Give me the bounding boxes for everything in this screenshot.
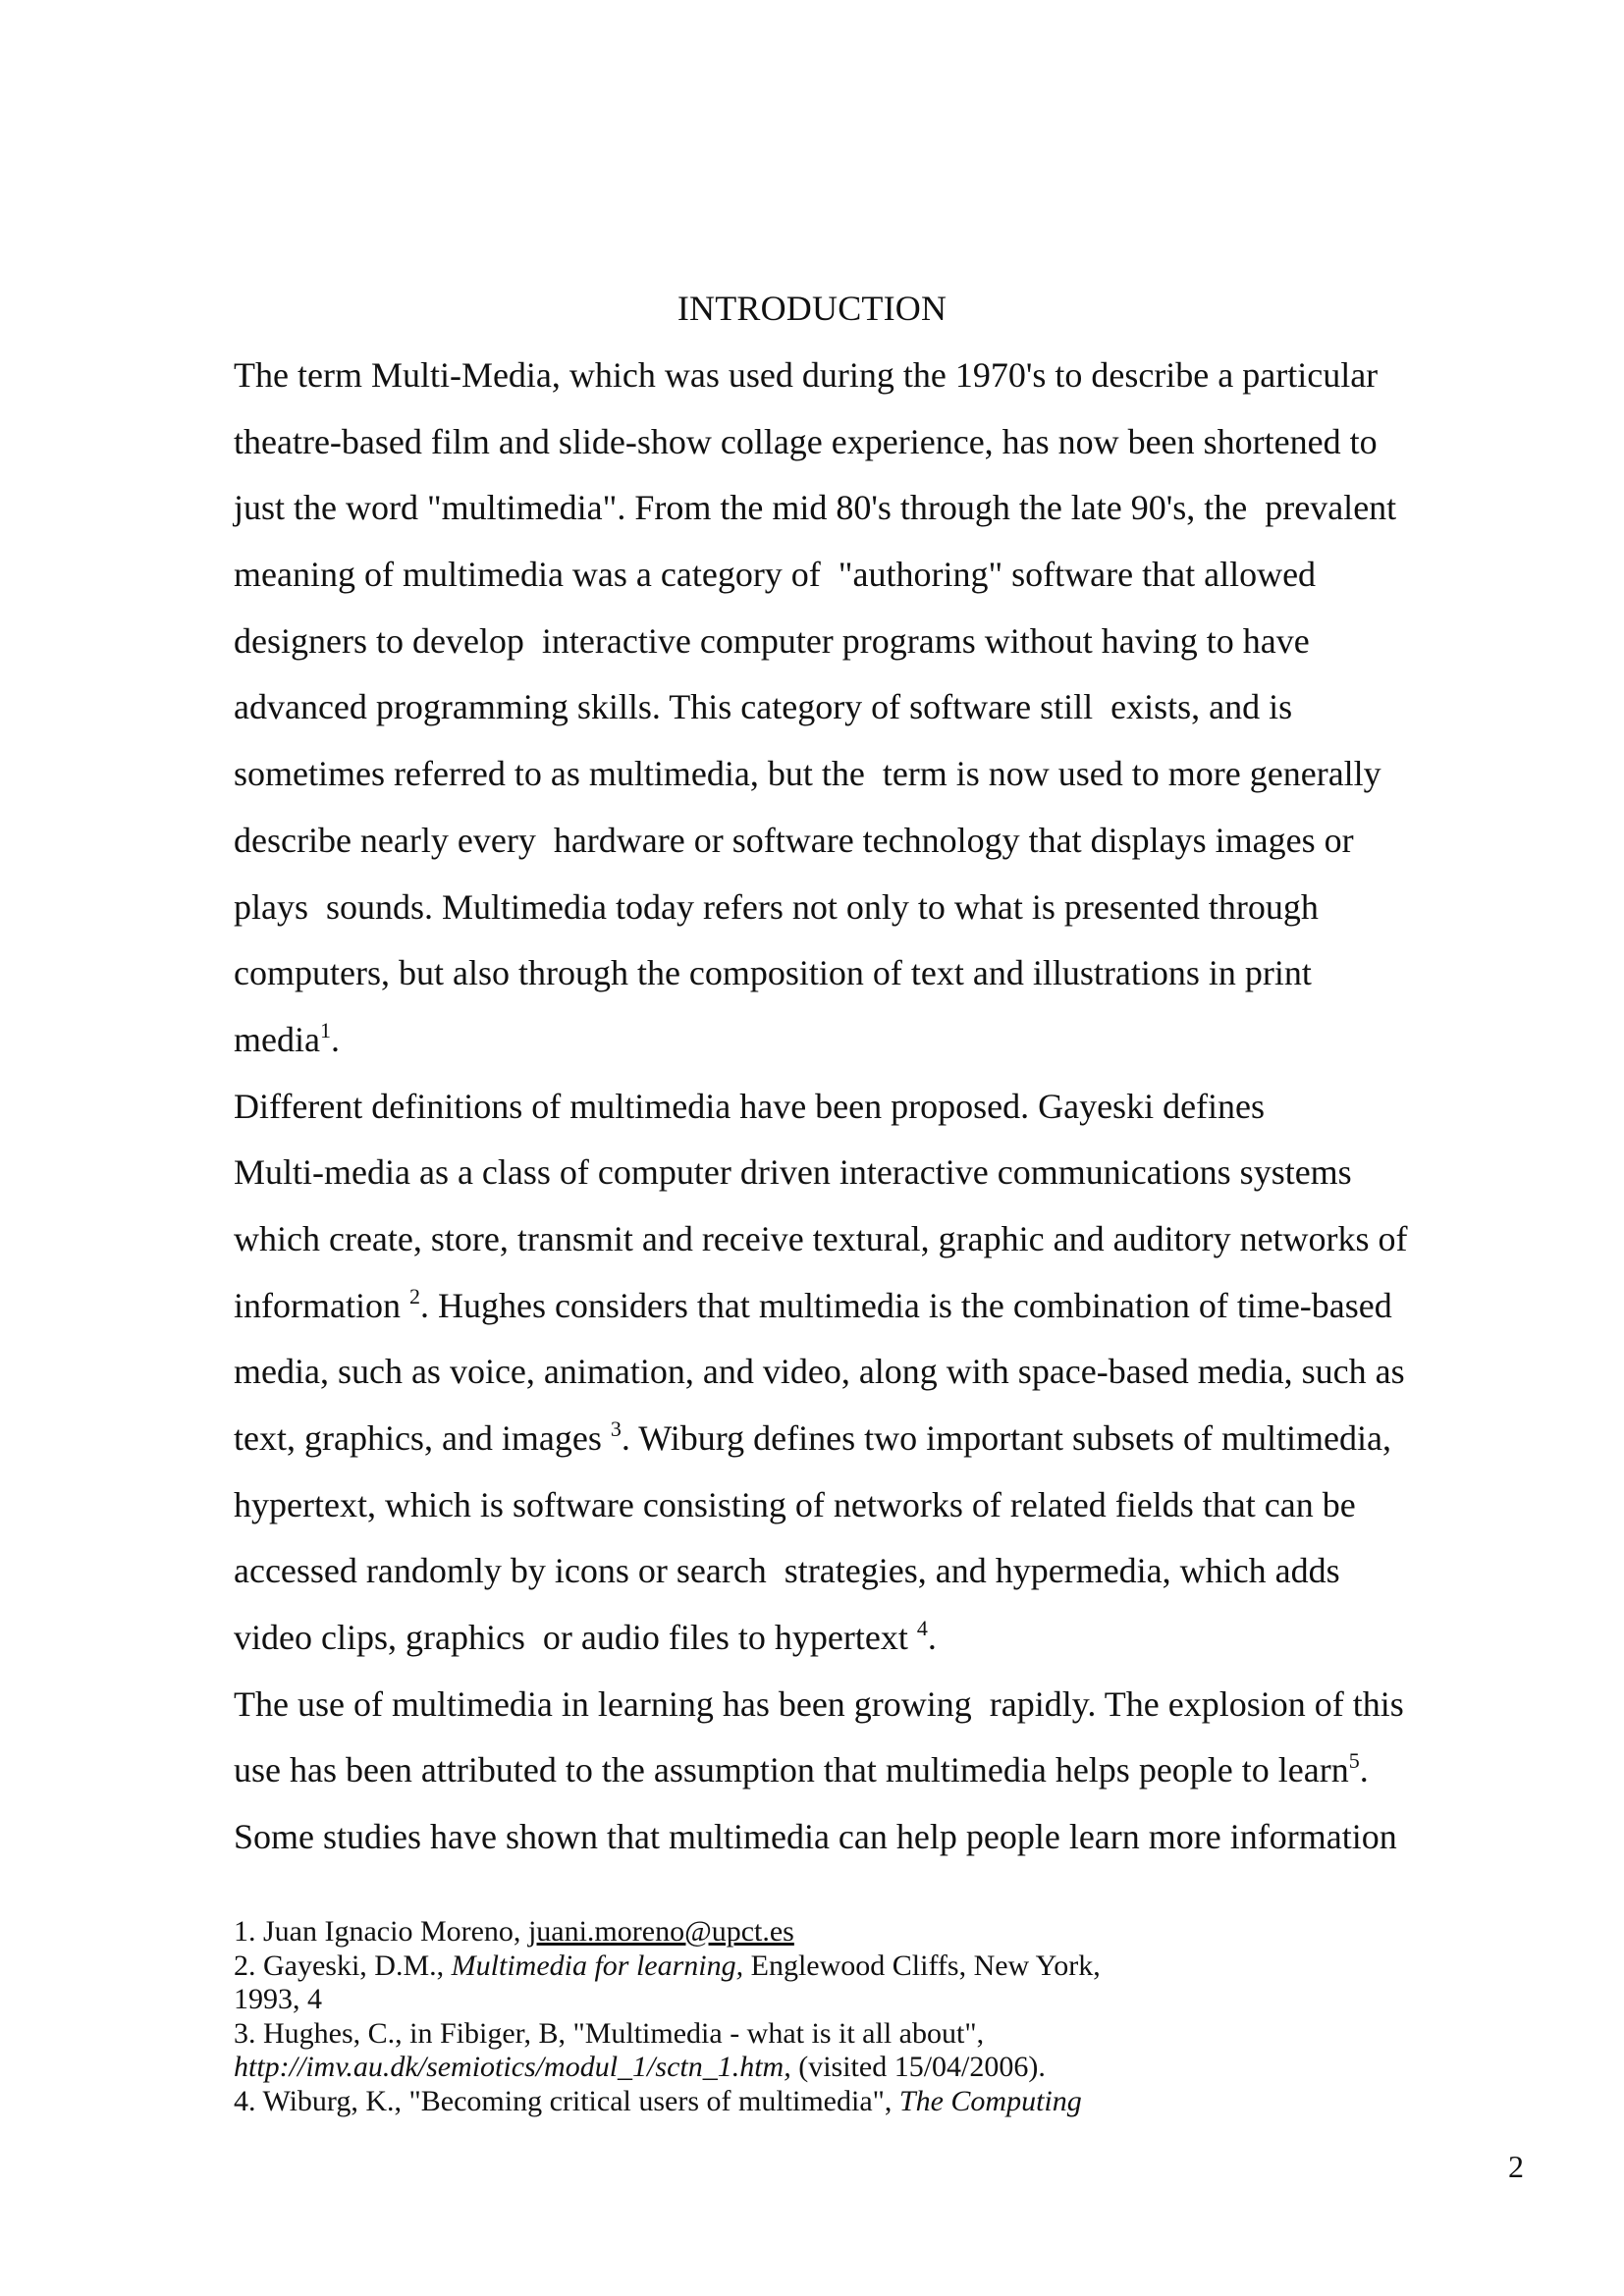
footnote-reference: 3	[610, 1416, 622, 1441]
body-text-segment: .	[1359, 1750, 1369, 1790]
body-line	[234, 1746, 1530, 1813]
section-title: INTRODUCTION	[677, 289, 947, 328]
footnote-text: 4. Wiburg, K., "Becoming critical users of multimedia",	[234, 2084, 899, 2117]
body-line: advanced programming skills. This category of software still exists, and is	[234, 687, 1293, 727]
body-line: meaning of multimedia was a category of "authoring" software that allowed	[234, 555, 1317, 595]
body-line: describe nearly every hardware or software technology that displays images or	[234, 820, 1354, 860]
body-line: accessed randomly by icons or search strategies, and hypermedia, which adds	[234, 1551, 1340, 1591]
body-line: plays sounds. Multimedia today refers not only to what is presented through	[234, 886, 1319, 927]
body-text	[234, 351, 1530, 1880]
body-line: Some studies have shown that multimedia can help people learn more information	[234, 1817, 1397, 1857]
body-text-segment: .	[330, 1019, 340, 1059]
body-line: sometimes referred to as multimedia, but the term is now used to more generally	[234, 754, 1381, 794]
body-text-segment: .	[927, 1618, 937, 1658]
footnote-reference: 1	[319, 1017, 331, 1042]
body-line	[234, 1614, 1530, 1681]
body-line: designers to develop interactive computer programs without having to have	[234, 620, 1310, 661]
body-text-segment: video clips, graphics or audio files to hypertext	[234, 1618, 917, 1658]
body-text-segment: use has been attributed to the assumption that multimedia helps people to learn	[234, 1750, 1349, 1790]
footnote-italic-url: http://imv.au.dk/semiotics/modul_1/sctn_1.htm,	[234, 2051, 791, 2084]
footnote-3-continued	[234, 2051, 1510, 2085]
footnote-italic-title: Multimedia for learning,	[451, 1949, 744, 1982]
body-line	[234, 1016, 1530, 1083]
body-line: hypertext, which is software consisting of networks of related fields that can be	[234, 1484, 1356, 1524]
body-line	[234, 1415, 1530, 1481]
footnote-text: Englewood Cliffs, New York,	[743, 1949, 1101, 1982]
footnote-reference: 4	[916, 1616, 928, 1641]
footnotes	[234, 1915, 1510, 2119]
footnote-text: (visited 15/04/2006).	[790, 2051, 1046, 2084]
body-line: which create, store, transmit and receive textural, graphic and auditory networks of	[234, 1218, 1408, 1258]
body-line: The use of multimedia in learning has been growing rapidly. The explosion of this	[234, 1683, 1404, 1724]
footnote-2-continued: 1993, 4	[234, 1983, 322, 2016]
page-number: 2	[1508, 2149, 1524, 2184]
body-text-segment: . Wiburg defines two important subsets of multimedia,	[621, 1418, 1392, 1458]
body-line: Multi-media as a class of computer driven interactive communications systems	[234, 1152, 1352, 1193]
body-line: computers, but also through the composition of text and illustrations in print	[234, 953, 1312, 993]
footnote-reference: 5	[1348, 1748, 1360, 1774]
body-text-segment: text, graphics, and images	[234, 1418, 611, 1458]
email-link[interactable]: juani.moreno@upct.es	[527, 1915, 794, 1948]
body-text-segment: . Hughes considers that multimedia is the combination of time-based	[419, 1285, 1392, 1325]
footnote-italic-title: The Computing	[898, 2084, 1082, 2117]
body-line: media, such as voice, animation, and video, along with space-based media, such as	[234, 1352, 1405, 1392]
footnote-2	[234, 1949, 1510, 1984]
body-text-segment: media	[234, 1019, 320, 1059]
body-line	[234, 1282, 1530, 1349]
body-line: theatre-based film and slide-show collage experience, has now been shortened to	[234, 421, 1378, 461]
body-line: Different definitions of multimedia have been proposed. Gayeski defines	[234, 1086, 1266, 1126]
footnote-text: 2. Gayeski, D.M.,	[234, 1949, 452, 1982]
footnote-reference: 2	[408, 1283, 420, 1308]
footnote-4	[234, 2085, 1510, 2119]
footnote-text: 1. Juan Ignacio Moreno,	[234, 1915, 528, 1948]
footnote-1	[234, 1915, 1510, 1949]
body-line: just the word "multimedia". From the mid 80's through the late 90's, the prevalent	[234, 488, 1397, 528]
footnote-3: 3. Hughes, C., in Fibiger, B, "Multimedia - what is it all about",	[234, 2016, 985, 2050]
body-line: The term Multi-Media, which was used during the 1970's to describe a particular	[234, 355, 1379, 395]
body-text-segment: information	[234, 1285, 409, 1325]
